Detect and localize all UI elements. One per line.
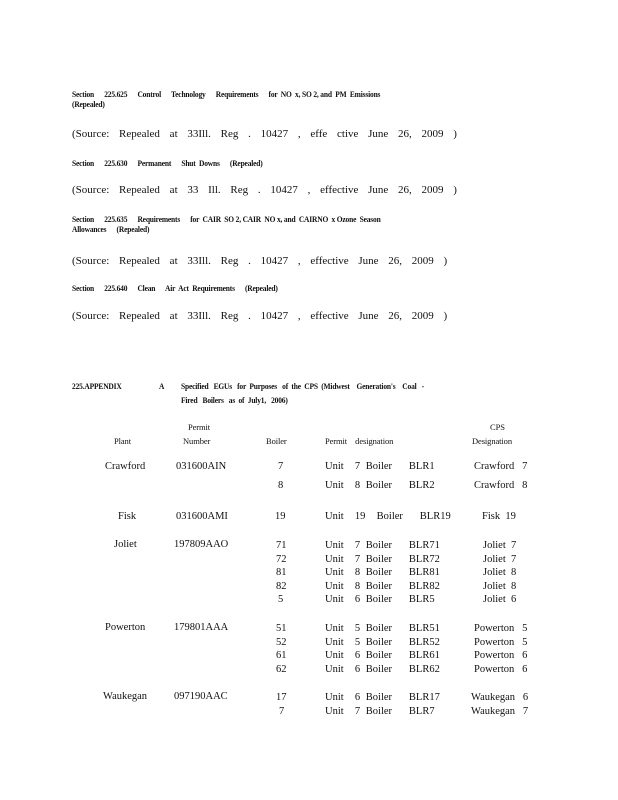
table-cell-boiler: 71 [276, 540, 287, 551]
table-cell-boiler: 62 [276, 663, 287, 675]
column-header-plant: Plant [114, 436, 131, 446]
table-cell-designation: Unit 8 Boiler BLR82 [325, 580, 440, 592]
table-cell-designation: Unit 7 Boiler BLR71 [325, 540, 440, 551]
table-cell-permit: 179801AAA [174, 622, 229, 633]
source-note: (Source: Repealed at 33Ill. Reg . 10427 , effe ctive June 26, 2009 ) [72, 128, 457, 140]
column-header-permit-designation: Permit designation [325, 436, 394, 446]
table-cell-cps: Fisk 19 [482, 511, 516, 522]
section-heading-line: Section 225.635 Requirements for CAIR SO 2, CAIR NO x, and CAIRNO x Ozone Season [72, 214, 381, 224]
table-cell-designation: Unit 6 Boiler BLR5 [325, 594, 435, 606]
column-header-permit-line: Number [183, 436, 211, 446]
designation-list [325, 539, 440, 607]
table-cell-permit: 197809AAO [174, 539, 229, 550]
table-cell-boiler: 82 [276, 580, 287, 592]
section-225-630-heading: Section 225.630 Permanent Shut Downs (Repealed) [72, 158, 263, 168]
table-cell-boiler: 8 [278, 480, 284, 491]
source-note: (Source: Repealed at 33Ill. Reg . 10427 , effective June 26, 2009 ) [72, 310, 448, 322]
table-cell-boiler: 17 [276, 692, 287, 703]
column-header-boiler: Boiler [266, 436, 287, 446]
table-cell-boiler: 5 [278, 594, 284, 606]
table-cell-designation: Unit 5 Boiler BLR52 [325, 636, 440, 648]
column-header-permit-line: Permit [188, 422, 211, 432]
cps-list [471, 691, 528, 718]
table-cell-designation: Unit 5 Boiler BLR51 [325, 623, 440, 634]
section-heading-line: Section 225.625 Control Technology Requirements for NO x, SO 2, and PM Emissions [72, 89, 381, 99]
table-cell-plant: Waukegan [103, 691, 148, 702]
table-cell-designation: Unit 7 Boiler BLR1 [325, 461, 435, 472]
appendix-title-line: Specified EGUs for Purposes of the CPS (Midwest Generation's Coal - [181, 381, 424, 391]
designation-list [325, 622, 440, 676]
table-cell-cps: Joliet 7 [483, 553, 517, 565]
cps-list [474, 622, 527, 676]
table-cell-designation: Unit 7 Boiler BLR7 [325, 705, 435, 717]
table-cell-cps: Powerton 6 [474, 650, 528, 662]
table-cell-cps: Waukegan 6 [471, 692, 529, 703]
table-cell-plant: Powerton [105, 622, 146, 633]
table-cell-cps: Crawford 7 [474, 461, 528, 472]
table-cell-cps: Joliet 7 [483, 540, 517, 551]
table-cell-boiler: 61 [276, 650, 287, 662]
designation-list [325, 691, 440, 718]
column-header-cps-line: Designation [472, 436, 512, 446]
source-note: (Source: Repealed at 33Ill. Reg . 10427 , effective June 26, 2009 ) [72, 255, 448, 267]
table-cell-boiler: 52 [276, 636, 287, 648]
table-cell-designation: Unit 19 Boiler BLR19 [325, 511, 451, 522]
table-cell-cps: Powerton 5 [474, 636, 528, 648]
table-cell-designation: Unit 6 Boiler BLR61 [325, 650, 440, 662]
table-cell-designation: Unit 8 Boiler BLR2 [325, 480, 435, 491]
table-cell-boiler: 19 [275, 511, 286, 522]
appendix-letter: A [159, 381, 165, 391]
table-cell-boiler: 81 [276, 567, 287, 579]
boiler-list [276, 691, 287, 718]
source-note: (Source: Repealed at 33 Ill. Reg . 10427 , effective June 26, 2009 ) [72, 184, 457, 196]
table-cell-boiler: 51 [276, 623, 287, 634]
table-cell-plant: Crawford [105, 461, 146, 472]
cps-list [483, 539, 516, 607]
table-cell-permit: 031600AIN [176, 461, 227, 472]
section-heading-line: Allowances (Repealed) [72, 224, 150, 234]
table-cell-plant: Fisk [118, 511, 137, 522]
table-cell-cps: Waukegan 7 [471, 705, 529, 717]
appendix-title-line: Fired Boilers as of July1, 2006) [181, 395, 288, 405]
table-cell-boiler: 72 [276, 553, 287, 565]
table-cell-permit: 097190AAC [174, 691, 228, 702]
section-225-625-heading [72, 89, 486, 109]
section-225-635-heading [72, 214, 381, 234]
table-cell-cps: Powerton 6 [474, 663, 528, 675]
column-header-cps-line: CPS [490, 422, 505, 432]
table-cell-boiler: 7 [279, 705, 285, 717]
appendix-label: 225.APPENDIX [72, 381, 122, 391]
section-225-640-heading: Section 225.640 Clean Air Act Requirements (Repealed) [72, 283, 278, 293]
table-cell-designation: Unit 6 Boiler BLR62 [325, 663, 440, 675]
table-cell-cps: Joliet 6 [483, 594, 517, 606]
table-cell-permit: 031600AMI [176, 511, 228, 522]
table-cell-cps: Joliet 8 [483, 580, 517, 592]
table-cell-boiler: 7 [278, 461, 284, 472]
table-cell-cps: Crawford 8 [474, 480, 528, 491]
table-cell-plant: Joliet [114, 539, 137, 550]
boiler-list [276, 539, 287, 607]
table-cell-cps: Joliet 8 [483, 567, 517, 579]
section-heading-line: (Repealed) [72, 99, 105, 109]
table-cell-designation: Unit 8 Boiler BLR81 [325, 567, 440, 579]
table-cell-designation: Unit 7 Boiler BLR72 [325, 553, 440, 565]
table-cell-designation: Unit 6 Boiler BLR17 [325, 692, 440, 703]
table-cell-cps: Powerton 5 [474, 623, 528, 634]
boiler-list [276, 622, 287, 676]
